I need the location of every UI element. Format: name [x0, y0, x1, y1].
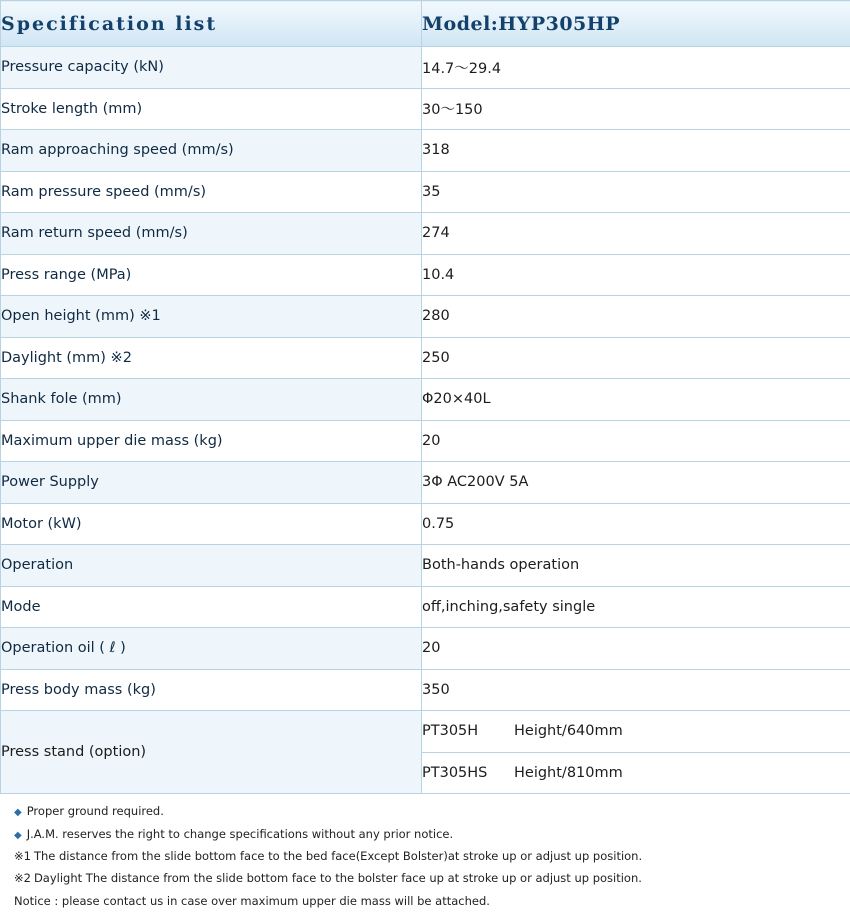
- row-label: Pressure capacity (kN): [1, 47, 422, 89]
- row-value: 35: [422, 171, 850, 213]
- footnote-bullet: [14, 823, 850, 846]
- row-value: 274: [422, 213, 850, 255]
- table-row-press-stand-1: [1, 711, 850, 753]
- table-row: [1, 130, 850, 172]
- press-stand-option: [422, 711, 850, 753]
- row-label: Shank fole (mm): [1, 379, 422, 421]
- row-label: Press body mass (kg): [1, 669, 422, 711]
- table-row: [1, 88, 850, 130]
- row-value: 0.75: [422, 503, 850, 545]
- header-model: Model:HYP305HP: [422, 1, 850, 47]
- table-row: [1, 379, 850, 421]
- press-stand-option-spec: Height/640mm: [514, 723, 623, 740]
- footnote-text: Proper ground required.: [26, 804, 164, 818]
- row-label: Open height (mm) ※1: [1, 296, 422, 338]
- row-value: 350: [422, 669, 850, 711]
- table-row: [1, 171, 850, 213]
- row-value: 20: [422, 420, 850, 462]
- table-row: [1, 420, 850, 462]
- row-label: Maximum upper die mass (kg): [1, 420, 422, 462]
- row-value: 14.7〜29.4: [422, 47, 850, 89]
- footnote-ref-marker: ※1: [14, 849, 31, 863]
- table-row: [1, 47, 850, 89]
- row-label: Operation oil ( ℓ ): [1, 628, 422, 670]
- row-value: 30〜150: [422, 88, 850, 130]
- footnote-bullet: [14, 800, 850, 823]
- footnote-text: J.A.M. reserves the right to change specifications without any prior notice.: [26, 826, 454, 841]
- footnote-text: The distance from the slide bottom face to the bed face(Except Bolster)at stroke up or adjust up position.: [33, 849, 643, 863]
- footnote-ref: [14, 845, 850, 867]
- row-label: Press range (MPa): [1, 254, 422, 296]
- press-stand-option: [422, 752, 850, 794]
- row-value: off,inching,safety single: [422, 586, 850, 628]
- table-body: [1, 47, 850, 794]
- table-row: [1, 462, 850, 504]
- table-row: [1, 545, 850, 587]
- footnote-ref-marker: ※2: [14, 871, 31, 886]
- diamond-bullet-icon: ◆: [14, 807, 22, 818]
- press-stand-option-name: PT305H: [422, 723, 479, 740]
- row-value: 250: [422, 337, 850, 379]
- row-label: Operation: [1, 545, 422, 587]
- row-value: 10.4: [422, 254, 850, 296]
- row-value: Both-hands operation: [422, 545, 850, 587]
- footnote-text: Daylight The distance from the slide bottom face to the bolster face up at stroke up or adjust up position.: [33, 871, 642, 886]
- row-value: 20: [422, 628, 850, 670]
- row-label: Mode: [1, 586, 422, 628]
- row-label: Daylight (mm) ※2: [1, 337, 422, 379]
- row-label: Ram approaching speed (mm/s): [1, 130, 422, 172]
- row-label: Ram pressure speed (mm/s): [1, 171, 422, 213]
- press-stand-option-name: PT305HS: [422, 764, 488, 781]
- table-row: [1, 586, 850, 628]
- row-label: Motor (kW): [1, 503, 422, 545]
- table-row: [1, 669, 850, 711]
- row-label: Power Supply: [1, 462, 422, 504]
- row-value: 3Φ AC200V 5A: [422, 462, 850, 504]
- header-row: [1, 1, 850, 47]
- press-stand-option-spec: Height/810mm: [514, 764, 623, 781]
- row-label: Ram return speed (mm/s): [1, 213, 422, 255]
- table-row: [1, 503, 850, 545]
- row-value: 280: [422, 296, 850, 338]
- press-stand-label: Press stand (option): [1, 711, 422, 794]
- footnote-notice: Notice : please contact us in case over maximum upper die mass will be attached.: [14, 893, 490, 908]
- header-specification-list: Specification list: [1, 1, 422, 47]
- table-header: [1, 1, 850, 47]
- table-row: [1, 628, 850, 670]
- row-value: Φ20×40L: [422, 379, 850, 421]
- diamond-bullet-icon: ◆: [14, 829, 22, 841]
- table-row: [1, 254, 850, 296]
- table-row: [1, 296, 850, 338]
- footnotes: [0, 794, 850, 912]
- table-row: [1, 213, 850, 255]
- row-value: 318: [422, 130, 850, 172]
- footnote-ref: [14, 867, 850, 889]
- row-label: Stroke length (mm): [1, 88, 422, 130]
- table-row: [1, 337, 850, 379]
